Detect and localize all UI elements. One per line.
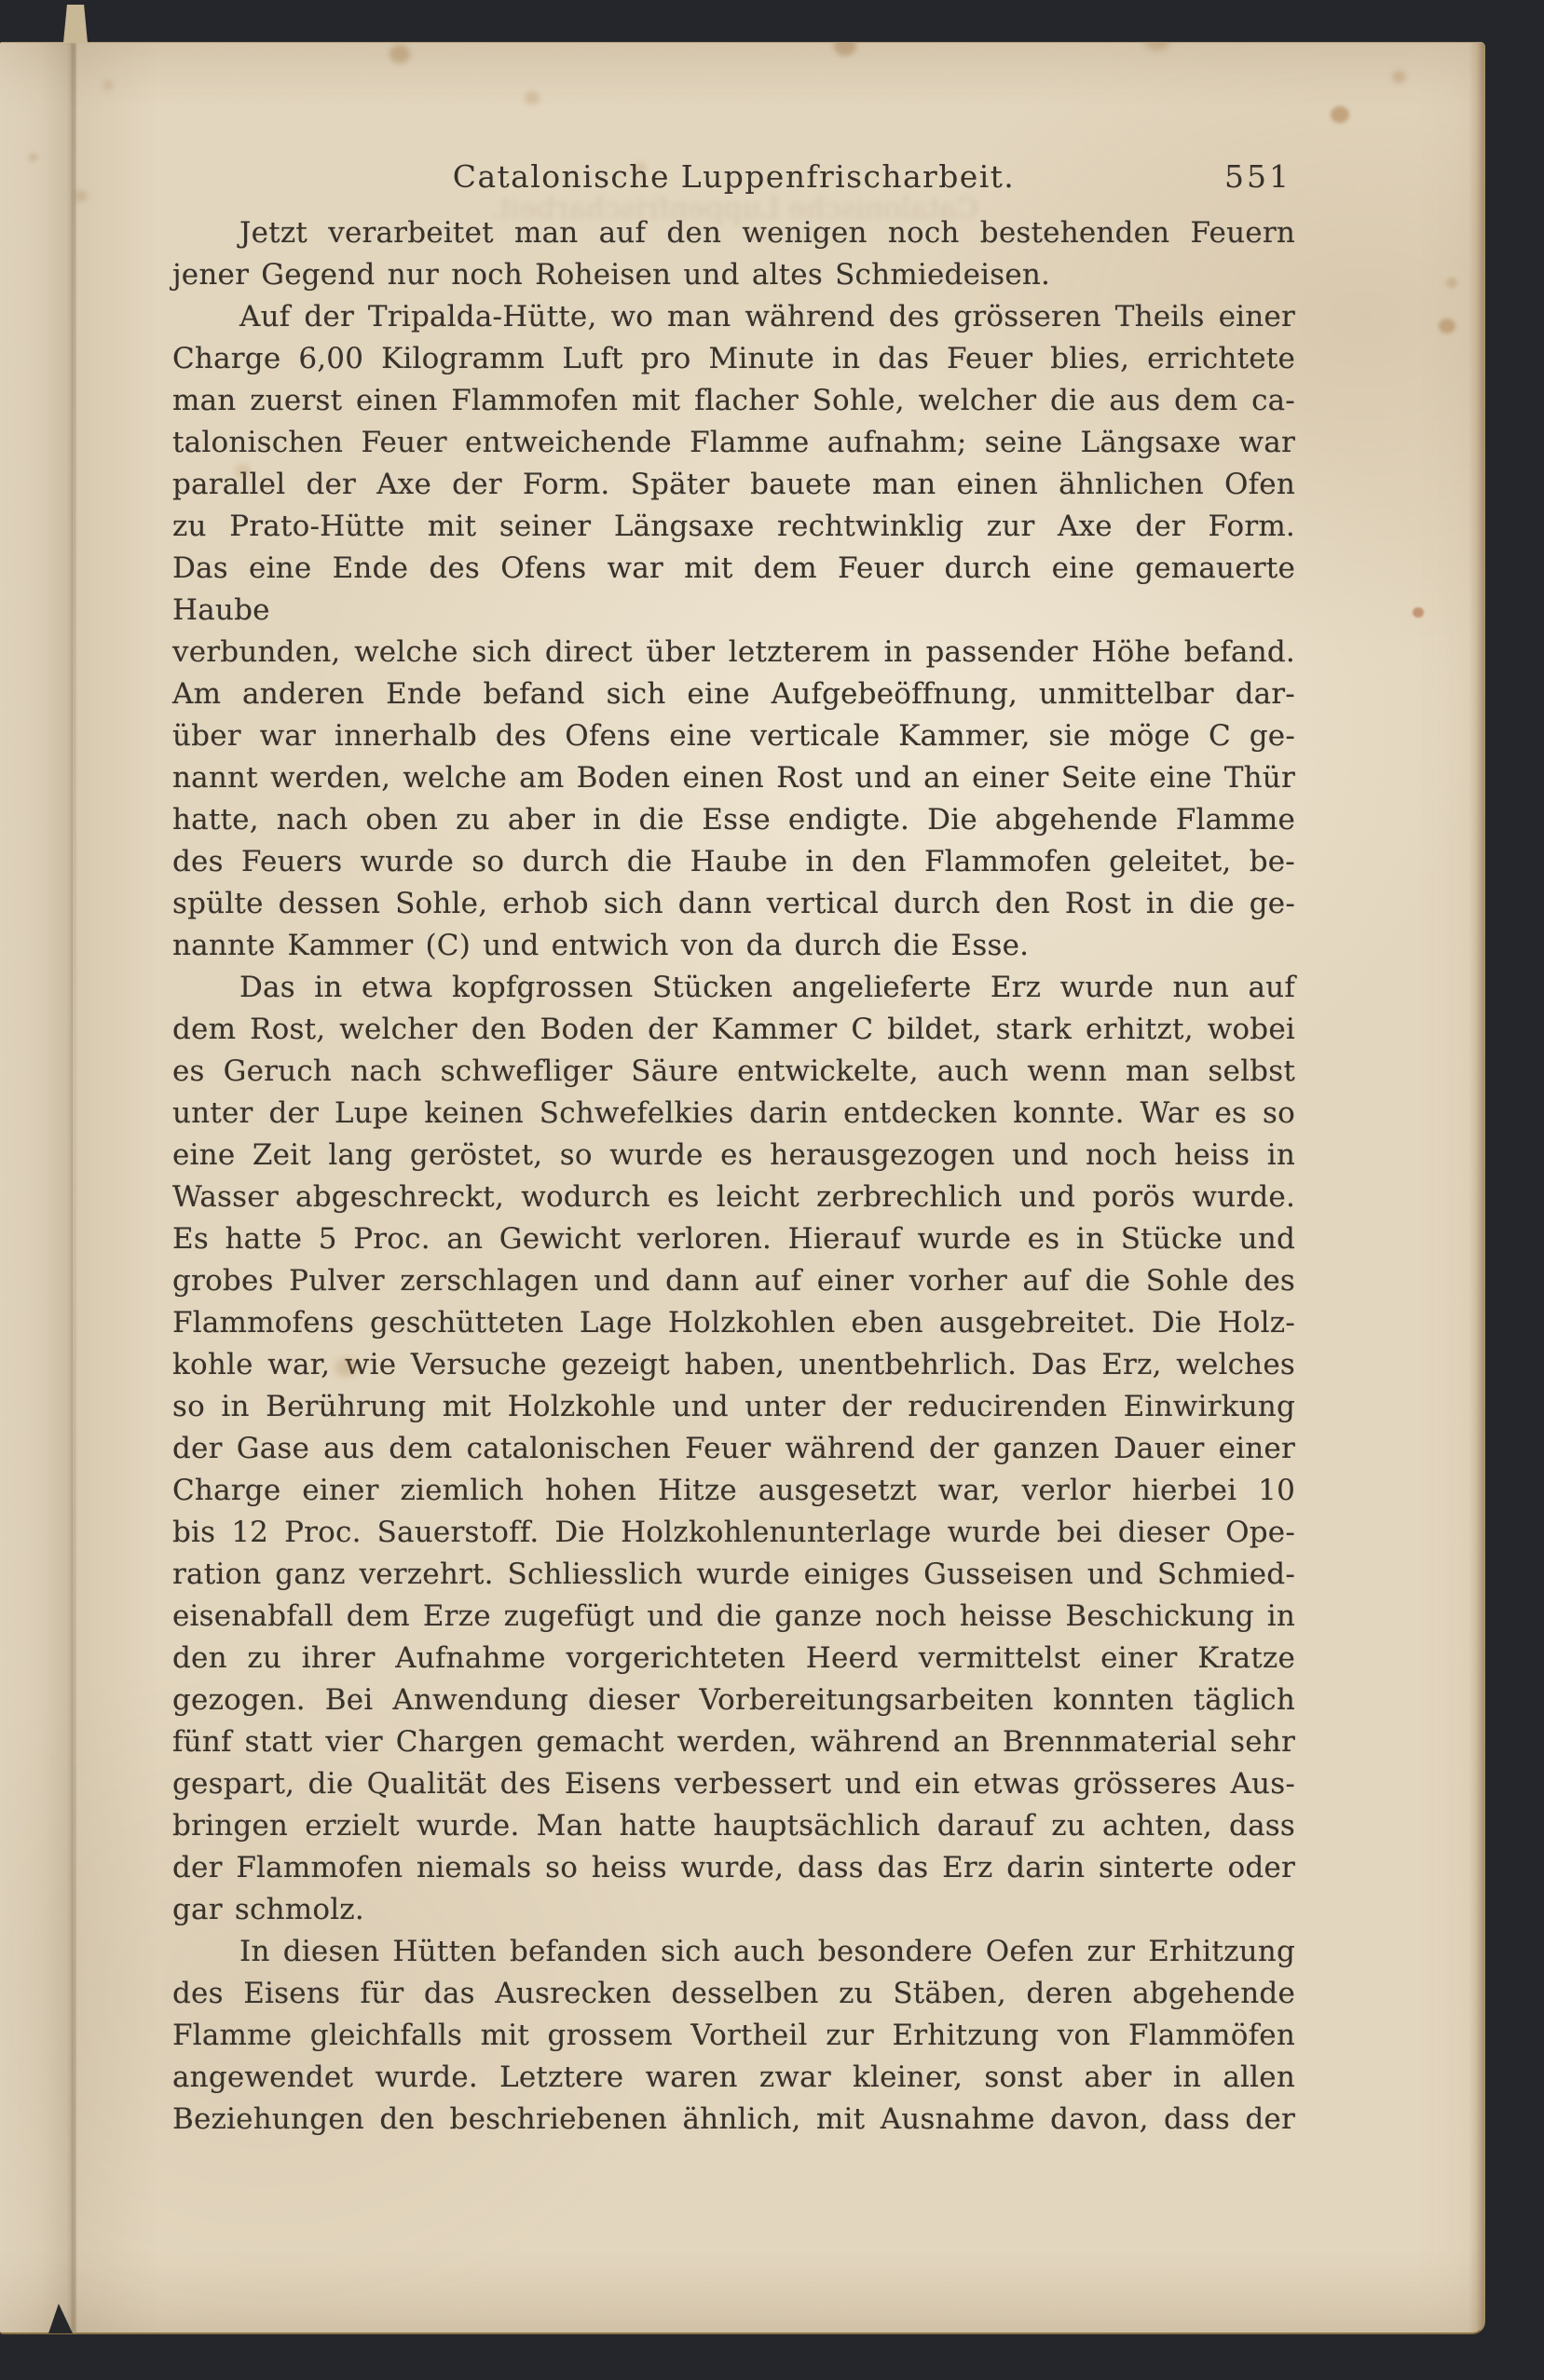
- text-line: es Geruch nach schwefliger Säure entwickelte, auch wenn man selbst: [172, 1054, 1295, 1088]
- running-title: Catalonische Luppenfrischarbeit.: [452, 158, 1016, 195]
- page-edge-shading: [1469, 43, 1483, 2332]
- text-line: Jetzt verarbeitet man auf den wenigen noch bestehenden Feuern: [239, 216, 1295, 250]
- paper-stain: [1439, 319, 1455, 333]
- text-line: Charge 6,00 Kilogramm Luft pro Minute in das Feuer blies, errichtete: [172, 342, 1295, 375]
- text-line: man zuerst einen Flammofen mit flacher Sohle, welcher die aus dem ca-: [172, 384, 1295, 417]
- show-through-ghost: Catalonische Luppenfrischarbeit.: [489, 192, 978, 225]
- text-line: Am anderen Ende befand sich eine Aufgebeöffnung, unmittelbar dar-: [172, 677, 1295, 711]
- text-line: Flammofens geschütteten Lage Holzkohlen eben ausgebreitet. Die Holz-: [172, 1306, 1295, 1340]
- text-line: fünf statt vier Chargen gemacht werden, während an Brennmaterial sehr: [172, 1725, 1295, 1759]
- body-text: [172, 212, 1295, 2141]
- text-line: eisenabfall dem Erze zugefügt und die ganze noch heisse Beschickung in: [172, 1599, 1295, 1633]
- text-line: spülte dessen Sohle, erhob sich dann vertical durch den Rost in die ge-: [172, 887, 1295, 920]
- text-line: gespart, die Qualität des Eisens verbessert und ein etwas grösseres Aus-: [172, 1767, 1295, 1801]
- paper-stain: [1446, 278, 1457, 288]
- gutter-top-notch: [63, 5, 88, 43]
- text-line: Flamme gleichfalls mit grossem Vortheil zur Erhitzung von Flammöfen: [172, 2019, 1295, 2052]
- inner-margin-shadow: [75, 43, 159, 2332]
- text-line: des Eisens für das Ausrecken desselben zu Stäben, deren abgehende: [172, 1977, 1295, 2010]
- text-line: Beziehungen den beschriebenen ähnlich, mit Ausnahme davon, dass der: [172, 2102, 1295, 2136]
- text-line: ration ganz verzehrt. Schliesslich wurde einiges Gusseisen und Schmied-: [172, 1557, 1295, 1591]
- text-line: nannte Kammer (C) und entwich von da durch die Esse.: [172, 929, 1030, 962]
- text-line: gezogen. Bei Anwendung dieser Vorbereitungsarbeiten konnten täglich: [172, 1683, 1295, 1717]
- paper-stain: [389, 45, 410, 63]
- text-line: angewendet wurde. Letztere waren zwar kleiner, sonst aber in allen: [172, 2060, 1295, 2094]
- text-line: Auf der Tripalda-Hütte, wo man während des grösseren Theils einer: [239, 300, 1295, 333]
- paper-stain: [1413, 607, 1424, 618]
- running-header: [172, 158, 1295, 203]
- text-line: grobes Pulver zerschlagen und dann auf einer vorher auf die Sohle des: [172, 1264, 1295, 1298]
- text-line: den zu ihrer Aufnahme vorgerichteten Heerd vermittelst einer Kratze: [172, 1641, 1295, 1675]
- text-line: des Feuers wurde so durch die Haube in den Flammofen geleitet, be-: [172, 845, 1295, 878]
- text-line: Charge einer ziemlich hohen Hitze ausgesetzt war, verlor hierbei 10: [172, 1474, 1295, 1507]
- text-line: so in Berührung mit Holzkohle und unter der reducirenden Einwirkung: [172, 1390, 1295, 1423]
- text-line: eine Zeit lang geröstet, so wurde es herausgezogen und noch heiss in: [172, 1138, 1295, 1172]
- text-line: verbunden, welche sich direct über letzterem in passender Höhe befand.: [172, 635, 1295, 669]
- text-line: Das eine Ende des Ofens war mit dem Feuer durch eine gemauerte Haube: [172, 551, 1295, 627]
- paper-stain: [834, 42, 856, 56]
- facing-page-edge: [0, 43, 73, 2332]
- text-line: zu Prato-Hütte mit seiner Längsaxe rechtwinklig zur Axe der Form.: [172, 510, 1295, 543]
- text-line: der Gase aus dem catalonischen Feuer während der ganzen Dauer einer: [172, 1432, 1295, 1465]
- text-line: hatte, nach oben zu aber in die Esse endigte. Die abgehende Flamme: [172, 803, 1295, 836]
- text-line: talonischen Feuer entweichende Flamme aufnahm; seine Längsaxe war: [172, 426, 1295, 459]
- text-line: bringen erzielt wurde. Man hatte hauptsächlich darauf zu achten, dass: [172, 1809, 1295, 1843]
- text-line: kohle war, wie Versuche gezeigt haben, unentbehrlich. Das Erz, welches: [172, 1348, 1295, 1381]
- text-line: gar schmolz.: [172, 1893, 364, 1926]
- text-line: In diesen Hütten befanden sich auch besondere Oefen zur Erhitzung: [239, 1935, 1295, 1968]
- text-line: Das in etwa kopfgrossen Stücken angelieferte Erz wurde nun auf: [239, 971, 1295, 1004]
- paper-stain: [1392, 71, 1406, 83]
- paper-stain: [525, 91, 540, 104]
- book-page: [0, 42, 1485, 2334]
- text-line: jener Gegend nur noch Roheisen und altes Schmiedeisen.: [172, 258, 1051, 292]
- text-line: unter der Lupe keinen Schwefelkies darin entdecken konnte. War es so: [172, 1096, 1295, 1130]
- text-line: bis 12 Proc. Sauerstoff. Die Holzkohlenunterlage wurde bei dieser Ope-: [172, 1516, 1295, 1549]
- text-line: über war innerhalb des Ofens eine verticale Kammer, sie möge C ge-: [172, 719, 1295, 753]
- paper-stain: [1331, 106, 1349, 123]
- text-line: dem Rost, welcher den Boden der Kammer C bildet, stark erhitzt, wobei: [172, 1013, 1295, 1046]
- text-line: parallel der Axe der Form. Später bauete man einen ähnlichen Ofen: [172, 468, 1295, 501]
- text-line: nannt werden, welche am Boden einen Rost und an einer Seite eine Thür: [172, 761, 1295, 795]
- text-line: Es hatte 5 Proc. an Gewicht verloren. Hierauf wurde es in Stücke und: [172, 1222, 1295, 1256]
- paper-stain: [1144, 42, 1170, 50]
- page-number: 551: [1224, 158, 1291, 195]
- text-line: Wasser abgeschreckt, wodurch es leicht zerbrechlich und porös wurde.: [172, 1180, 1295, 1214]
- text-line: der Flammofen niemals so heiss wurde, dass das Erz darin sinterte oder: [172, 1851, 1295, 1884]
